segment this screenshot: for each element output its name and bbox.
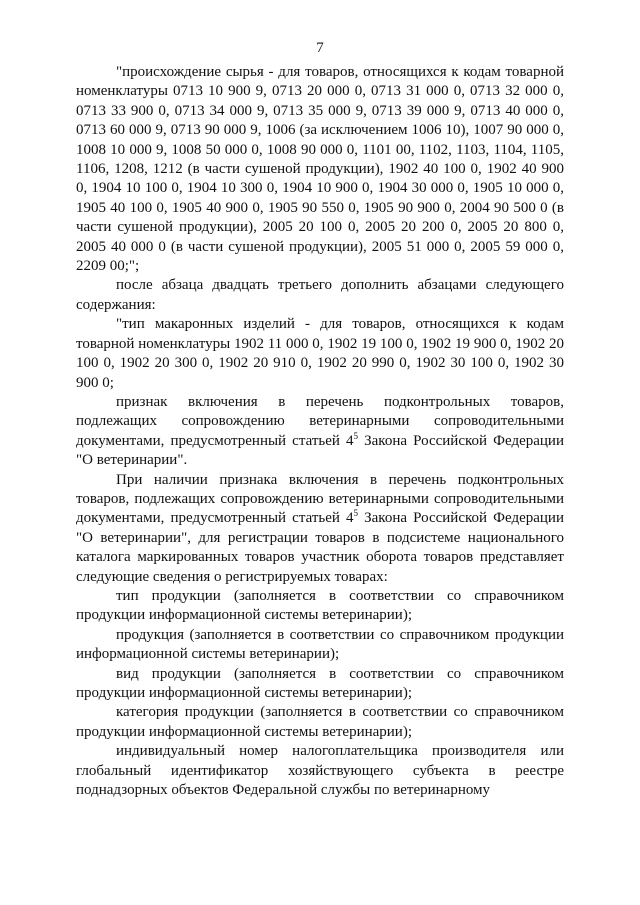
- list-item-product-type: тип продукции (заполняется в соответствии со справочником продукции информационной системы ветеринарии);: [76, 587, 564, 624]
- paragraph-raw-material-origin: "происхождение сырья - для товаров, относящихся к кодам товарной номенклатуры 0713 10 900 9, 0713 20 000 0, 0713 31 000 0, 0713 32 000 0, 0713 33 900 0, 0713 34 000 9, 0713 35 000 9, 0713 39 000 9, 0713 40 000 0, 0713 60 000 9, 0713 90 000 9, 1006 (за исключением 1006 10), 1007 90 000 0, 1008 10 000 9, 1008 50 000 0, 1008 90 000 0, 1101 00, 1102, 1103, 1104, 1105, 1106, 1208, 1212 (в части сушеной продукции), 1902 40 100 0, 1902 40 900 0, 1904 10 100 0, 1904 10 300 0, 1904 10 900 0, 1904 30 000 0, 1905 10 000 0, 1905 40 100 0, 1905 40 900 0, 1905 90 550 0, 1905 90 900 0, 2004 90 500 0 (в части сушеной продукции), 2005 20 100 0, 2005 20 200 0, 2005 20 800 0, 2005 40 000 0 (в части сушеной продукции), 2005 51 000 0, 2005 59 000 0, 2209 00;";: [76, 64, 564, 275]
- list-item-product-kind: вид продукции (заполняется в соответствии со справочником продукции информационной системы ветеринарии);: [76, 665, 564, 701]
- page-number: 7: [316, 40, 324, 56]
- paragraph-registration-info: При наличии признака включения в перечень подконтрольных товаров, подлежащих сопровождению ветеринарными сопроводительными документами, предусмотренный статьей $4^5$ Закона Российской Федерации "О ветеринарии", для регистрации товаров в подсистеме национального каталога маркированных товаров участник оборота товаров представляет следующие сведения о регистрируемых товарах:: [76, 471, 564, 585]
- paragraph-insertion-instruction: после абзаца двадцать третьего дополнить абзацами следующего содержания:: [76, 277, 564, 313]
- list-item-product-category: категория продукции (заполняется в соответствии со справочником продукции информационной системы ветеринарии);: [76, 704, 564, 740]
- list-item-taxpayer-id: индивидуальный номер налогоплательщика производителя или глобальный идентификатор хозяйствующего субъекта в реестре поднадзорных объектов Федеральной службы по ветеринарному: [76, 743, 564, 799]
- paragraph-inclusion-attribute: признак включения в перечень подконтрольных товаров, подлежащих сопровождению ветеринарными сопроводительными документами, предусмотренный статьей $4^5$ Закона Российской Федерации "О ветеринарии".: [76, 393, 564, 469]
- document-body: [76, 63, 564, 800]
- list-item-product: продукция (заполняется в соответствии со справочником продукции информационной системы ветеринарии);: [76, 626, 564, 663]
- paragraph-pasta-type: "тип макаронных изделий - для товаров, относящихся к кодам товарной номенклатуры 1902 11 000 0, 1902 19 100 0, 1902 19 900 0, 1902 20 100 0, 1902 20 300 0, 1902 20 910 0, 1902 20 990 0, 1902 30 100 0, 1902 30 900 0;: [76, 316, 564, 391]
